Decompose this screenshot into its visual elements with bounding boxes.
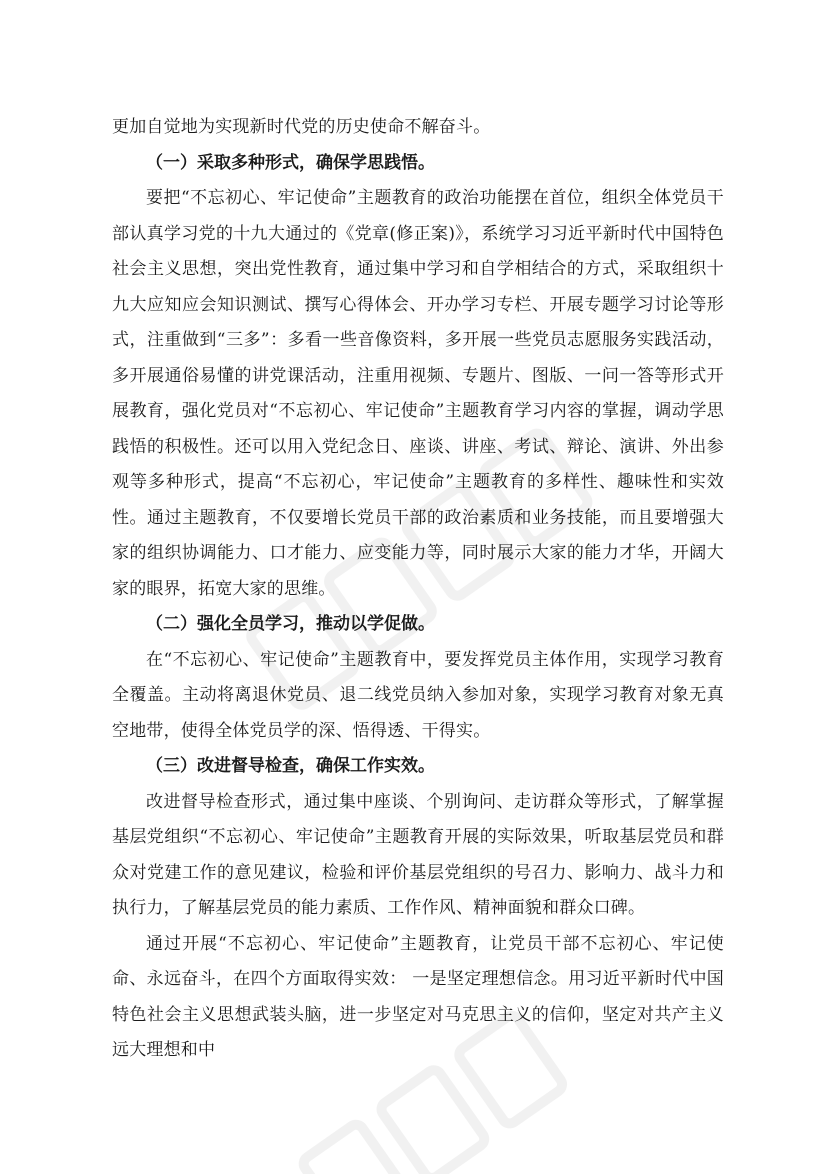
paragraph-section-2: 在“不忘初心、牢记使命”主题教育中，要发挥党员主体作用，实现学习教育全覆盖。主动将离退休党员、退二线党员纳入参加对象，实现学习教育对象无真空地带，使得全体党员学的深、悟得透、干得实。 (112, 649, 724, 741)
paragraph-conclusion: 通过开展“不忘初心、牢记使命”主题教育，让党员干部不忘初心、牢记使命、永远奋斗，在四个方面取得实效： 一是坚定理想信念。用习近平新时代中国特色社会主义思想武装头脑，进一步坚定对马克思主义的信仰，坚定对共产主义远大理想和中 (112, 933, 724, 1060)
section-heading-2: （二）强化全员学习，推动以学促做。 (146, 614, 435, 634)
section-heading-1: （一）采取多种形式，确保学思践悟。 (146, 152, 435, 173)
paragraph-section-1: 要把“不忘初心、牢记使命”主题教育的政治功能摆在首位，组织全体党员干部认真学习党的十九大通过的《党章(修正案)》，系统学习习近平新时代中国特色社会主义思想，突出党性教育，通过集中学习和自学相结合的方式，采取组织十九大应知应会知识测试、撰写心得体会、开办学习专栏、开展专题学习讨论等形式，注重做到“三多”：多看一些音像资料，多开展一些党员志愿服务实践活动，多开展通俗易懂的讲党课活动，注重用视频、专题片、图版、一问一答等形式开展教育，强化党员对“不忘初心、牢记使命”主题教育学习内容的掌握，调动学思践悟的积极性。还可以用入党纪念日、座谈、讲座、考试、辩论、演讲、外出参观等多种形式，提高“不忘初心，牢记使命”主题教育的多样性、趣味性和实效性。通过主题教育，不仅要增长党员干部的政治素质和业务技能，而且要增强大家的组织协调能力、口才能力、应变能力等，同时展示大家的能力才华，开阔大家的眼界，拓宽大家的思维。 (112, 188, 724, 599)
section-heading-3: （三）改进督导检查，确保工作实效。 (146, 756, 435, 776)
paragraph-section-3: 改进督导检查形式，通过集中座谈、个别询问、走访群众等形式，了解掌握基层党组织“不忘初心、牢记使命”主题教育开展的实际效果，听取基层党员和群众对党建工作的意见建议，检验和评价基层党组织的号召力、影响力、战斗力和执行力，了解基层党员的能力素质、工作作风、精神面貌和群众口碑。 (112, 791, 724, 918)
document-body (112, 110, 724, 1069)
paragraph-intro: 更加自觉地为实现新时代党的历史使命不解奋斗。 (112, 117, 491, 137)
